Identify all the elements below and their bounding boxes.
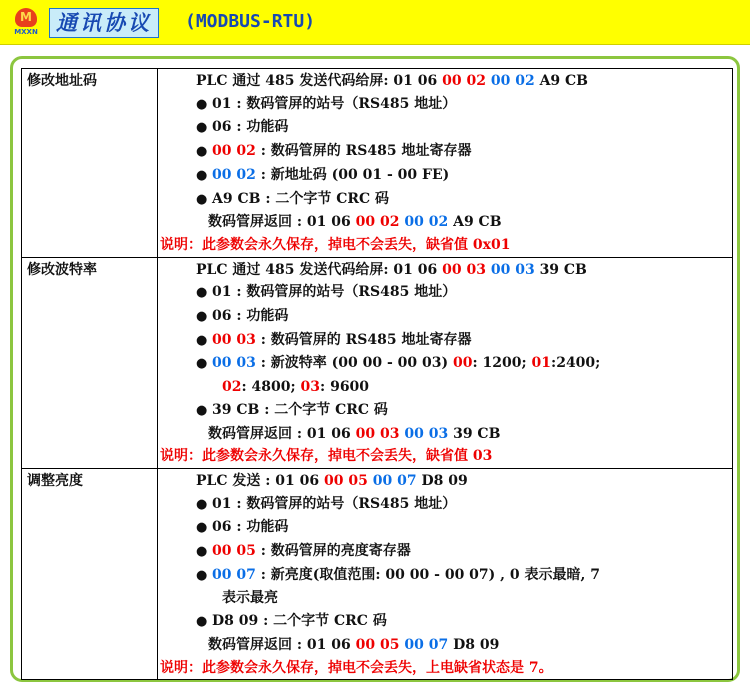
text: 01 : 数码管屏的站号（RS485 地址） <box>212 95 457 112</box>
brand-logo <box>10 6 42 38</box>
protocol-table <box>21 68 733 680</box>
bullet-icon: ● <box>196 144 208 160</box>
list-item <box>158 516 732 540</box>
bullet-icon: ● <box>196 332 208 348</box>
text: 06 : 功能码 <box>212 519 289 536</box>
crc-code: 39 CB <box>539 261 587 278</box>
text: : 数码管屏的 RS485 地址寄存器 <box>255 331 472 348</box>
value-code: 00 07 <box>404 636 449 653</box>
plc-command <box>158 470 732 493</box>
text: 06 : 功能码 <box>212 119 289 136</box>
row-label: 修改地址码 <box>22 69 158 258</box>
list-item <box>158 116 732 140</box>
register-code: 00 03 <box>442 261 486 278</box>
crc-code: D8 09 <box>421 472 468 489</box>
register-code: 00 02 <box>355 214 400 231</box>
text: 数码管屏返回 : 01 06 <box>208 636 356 653</box>
text: D8 09 : 二个字节 CRC 码 <box>212 613 387 630</box>
register-code: 00 05 <box>212 543 256 560</box>
bullet-icon: ● <box>196 309 208 325</box>
value-code: 00 02 <box>490 73 535 89</box>
list-item <box>158 140 732 164</box>
crc-code: A9 CB <box>539 73 589 89</box>
text: 数码管屏返回 : 01 06 <box>208 425 356 442</box>
list-item-continuation <box>158 376 732 399</box>
text: 39 CB : 二个字节 CRC 码 <box>212 401 388 418</box>
value-code: 00 07 <box>212 566 256 583</box>
option-value: : 4800; <box>241 379 301 396</box>
value-code: 00 07 <box>372 472 417 489</box>
row-label: 修改波特率 <box>22 257 158 468</box>
logo-subtext: MXXN <box>14 28 38 36</box>
register-code: 00 03 <box>355 425 400 442</box>
list-item <box>158 493 732 517</box>
bullet-icon: ● <box>196 356 208 372</box>
text: PLC 通过 485 发送代码给屏: 01 06 <box>196 73 443 89</box>
value-code: 00 02 <box>212 166 256 183</box>
plc-command <box>158 259 732 282</box>
text: : 数码管屏的亮度寄存器 <box>255 543 411 560</box>
bullet-icon: ● <box>196 520 208 536</box>
value-code: 00 03 <box>490 261 535 278</box>
bullet-icon: ● <box>196 567 208 583</box>
text: 数码管屏返回 : 01 06 <box>208 214 356 231</box>
option-code: 00 <box>453 355 473 372</box>
text: : 数码管屏的 RS485 地址寄存器 <box>255 143 472 160</box>
option-code: 03 <box>300 379 321 396</box>
text: 01 : 数码管屏的站号（RS485 地址） <box>212 284 457 301</box>
option-code: 01 <box>531 355 552 372</box>
option-code: 02 <box>222 379 242 396</box>
list-item <box>158 329 732 353</box>
list-item <box>158 93 732 117</box>
value-code: 00 03 <box>212 355 256 372</box>
bullet-icon: ● <box>196 496 208 512</box>
table-row <box>22 69 733 258</box>
text: : 新地址码 (00 01 - 00 FE) <box>255 166 450 183</box>
list-item <box>158 610 732 634</box>
note-text: 说明：此参数会永久保存，掉电不会丢失，缺省值 0x01 <box>160 236 511 253</box>
text: 06 : 功能码 <box>212 308 289 325</box>
register-code: 00 03 <box>212 331 256 348</box>
table-row <box>22 468 733 679</box>
text: PLC 发送 : 01 06 <box>196 472 325 489</box>
value-code: 00 02 <box>404 214 449 231</box>
register-code: 00 05 <box>324 472 368 489</box>
list-item <box>158 352 732 376</box>
logo-mark: M <box>15 8 37 27</box>
bullet-icon: ● <box>196 96 208 112</box>
register-code: 00 02 <box>212 143 256 160</box>
bullet-icon: ● <box>196 191 208 207</box>
page-title: 通讯协议 <box>56 10 152 35</box>
option-value: : 9600 <box>320 379 370 396</box>
title-box <box>49 8 159 38</box>
protocol-name: (MODBUS-RTU) <box>185 11 316 32</box>
crc-code: 39 CB <box>453 425 501 442</box>
text: : 新波特率 (00 00 - 00 03) <box>255 355 453 372</box>
register-code: 00 05 <box>355 636 400 653</box>
list-item <box>158 399 732 423</box>
text: : 新亮度(取值范围: 00 00 - 00 07) , 0 表示最暗, 7 <box>255 566 601 583</box>
row-body <box>158 257 733 468</box>
row-body <box>158 69 733 258</box>
row-body <box>158 468 733 679</box>
header-bar <box>0 0 750 45</box>
bullet-icon: ● <box>196 167 208 183</box>
text: A9 CB : 二个字节 CRC 码 <box>212 190 390 207</box>
note-text: 说明：此参数会永久保存，掉电不会丢失，上电缺省状态是 7。 <box>160 659 553 676</box>
bullet-icon: ● <box>196 402 208 418</box>
list-item <box>158 564 732 588</box>
text: PLC 通过 485 发送代码给屏: 01 06 <box>196 261 443 278</box>
list-item <box>158 188 732 212</box>
bullet-icon: ● <box>196 120 208 136</box>
device-response <box>158 634 732 657</box>
list-item <box>158 305 732 329</box>
device-response <box>158 423 732 446</box>
register-code: 00 02 <box>442 73 486 89</box>
plc-command <box>158 70 732 93</box>
text: 01 : 数码管屏的站号（RS485 地址） <box>212 495 457 512</box>
list-item <box>158 281 732 305</box>
option-value: : 1200; <box>472 355 532 372</box>
device-response <box>158 211 732 234</box>
crc-code: D8 09 <box>453 636 500 653</box>
value-code: 00 03 <box>404 425 449 442</box>
row-label: 调整亮度 <box>22 468 158 679</box>
list-item-continuation: 表示最亮 <box>222 590 278 607</box>
bullet-icon: ● <box>196 544 208 560</box>
bullet-icon: ● <box>196 614 208 630</box>
note-text: 说明：此参数会永久保存，掉电不会丢失，缺省值 03 <box>160 448 493 465</box>
option-value: :2400; <box>551 355 601 372</box>
crc-code: A9 CB <box>453 214 502 231</box>
list-item <box>158 540 732 564</box>
bullet-icon: ● <box>196 285 208 301</box>
table-row <box>22 257 733 468</box>
list-item <box>158 164 732 188</box>
